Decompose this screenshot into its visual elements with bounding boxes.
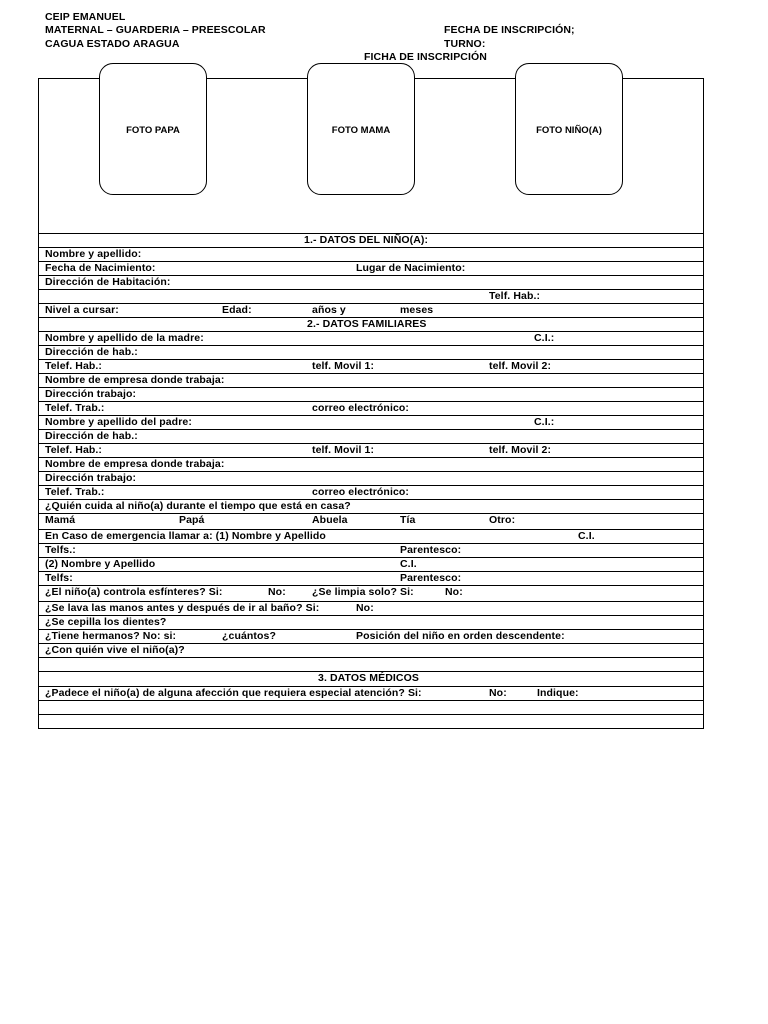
form-row <box>0 304 768 318</box>
field-label: Posición del niño en orden descendente: <box>356 630 565 642</box>
form-row <box>0 500 768 514</box>
field-label: telf. Movil 1: <box>312 360 375 372</box>
form-row <box>0 290 768 304</box>
form-row <box>0 544 768 558</box>
field-label: Tía <box>400 514 416 526</box>
field-label: Otro: <box>489 514 516 526</box>
form-row <box>0 472 768 486</box>
father-photo-box <box>99 63 207 195</box>
field-label: Telef. Trab.: <box>45 486 105 498</box>
field-label: Telef. Hab.: <box>45 444 103 456</box>
form-row <box>0 388 768 402</box>
form-row <box>0 276 768 290</box>
field-label: (2) Nombre y Apellido <box>45 558 156 570</box>
field-label: Nombre de empresa donde trabaja: <box>45 458 225 470</box>
form-row <box>0 360 768 374</box>
field-label: Papá <box>179 514 205 526</box>
form-row <box>0 687 768 701</box>
form-row <box>0 514 768 528</box>
field-label: 2.- DATOS FAMILIARES <box>307 318 427 330</box>
field-label: Nombre y apellido: <box>45 248 142 260</box>
field-label: ¿Tiene hermanos? No: si: <box>45 630 177 642</box>
form-row <box>0 616 768 630</box>
form-row <box>0 586 768 600</box>
form-row <box>0 602 768 616</box>
field-label: Nombre y apellido de la madre: <box>45 332 204 344</box>
father-photo-label: FOTO PAPA <box>126 125 180 136</box>
field-label: Nombre de empresa donde trabaja: <box>45 374 225 386</box>
field-label: telf. Movil 2: <box>489 360 552 372</box>
shift-label: TURNO: <box>444 38 486 50</box>
form-row <box>0 630 768 644</box>
field-label: Edad: <box>222 304 252 316</box>
form-row <box>0 572 768 586</box>
form-row <box>0 402 768 416</box>
inscription-date-label: FECHA DE INSCRIPCIÓN; <box>444 24 575 36</box>
field-label: ¿Se limpia solo? Si: <box>312 586 414 598</box>
field-label: Telfs: <box>45 572 73 584</box>
school-name: CEIP EMANUEL <box>45 11 126 23</box>
field-label: Telf. Hab.: <box>489 290 541 302</box>
field-label: ¿cuántos? <box>222 630 276 642</box>
field-label: C.I. <box>400 558 417 570</box>
field-label: No: <box>356 602 374 614</box>
field-label: Telef. Trab.: <box>45 402 105 414</box>
child-photo-label: FOTO NIÑO(A) <box>536 125 602 136</box>
field-label: telf. Movil 2: <box>489 444 552 456</box>
field-label: Fecha de Nacimiento: <box>45 262 156 274</box>
field-label: C.I. <box>578 530 595 542</box>
school-levels: MATERNAL – GUARDERIA – PREESCOLAR <box>45 24 266 36</box>
form-row <box>0 416 768 430</box>
field-label: Telfs.: <box>45 544 76 556</box>
field-label: años y <box>312 304 346 316</box>
field-label: No: <box>445 586 463 598</box>
form-row <box>0 234 768 248</box>
form-row <box>0 444 768 458</box>
form-row <box>0 530 768 544</box>
field-label: En Caso de emergencia llamar a: (1) Nombre y Apellido <box>45 530 326 542</box>
form-row <box>0 672 768 686</box>
mother-photo-box <box>307 63 415 195</box>
field-label: Nombre y apellido del padre: <box>45 416 192 428</box>
field-label: 1.- DATOS DEL NIÑO(A): <box>304 234 429 246</box>
field-label: Telef. Hab.: <box>45 360 103 372</box>
field-label: C.I.: <box>534 332 555 344</box>
field-label: correo electrónico: <box>312 486 410 498</box>
field-label: ¿Padece el niño(a) de alguna afección que requiera especial atención? Si: <box>45 687 422 699</box>
field-label: Parentesco: <box>400 544 462 556</box>
mother-photo-label: FOTO MAMA <box>331 125 391 136</box>
field-label: No: <box>489 687 507 699</box>
form-row <box>0 248 768 262</box>
form-title: FICHA DE INSCRIPCIÓN <box>364 51 487 63</box>
field-label: 3. DATOS MÉDICOS <box>318 672 419 684</box>
form-row <box>0 262 768 276</box>
child-photo-box <box>515 63 623 195</box>
field-label: ¿Quién cuida al niño(a) durante el tiempo que está en casa? <box>45 500 351 512</box>
field-label: Mamá <box>45 514 76 526</box>
field-label: correo electrónico: <box>312 402 410 414</box>
row-divider <box>38 714 704 715</box>
field-label: C.I.: <box>534 416 555 428</box>
field-label: Indique: <box>537 687 579 699</box>
field-label: meses <box>400 304 434 316</box>
field-label: ¿El niño(a) controla esfínteres? Si: <box>45 586 223 598</box>
form-row <box>0 346 768 360</box>
form-row <box>0 486 768 500</box>
field-label: Dirección trabajo: <box>45 472 137 484</box>
form-row <box>0 644 768 658</box>
form-row <box>0 458 768 472</box>
field-label: Nivel a cursar: <box>45 304 119 316</box>
form-row <box>0 332 768 346</box>
field-label: Dirección de hab.: <box>45 430 138 442</box>
school-location: CAGUA ESTADO ARAGUA <box>45 38 180 50</box>
field-label: ¿Se lava las manos antes y después de ir al baño? Si: <box>45 602 320 614</box>
field-label: ¿Se cepilla los dientes? <box>45 616 167 628</box>
field-label: No: <box>268 586 286 598</box>
field-label: Parentesco: <box>400 572 462 584</box>
field-label: Dirección de Habitación: <box>45 276 171 288</box>
field-label: Lugar de Nacimiento: <box>356 262 466 274</box>
form-row <box>0 318 768 332</box>
field-label: telf. Movil 1: <box>312 444 375 456</box>
field-label: Dirección de hab.: <box>45 346 138 358</box>
form-row <box>0 430 768 444</box>
form-row <box>0 558 768 572</box>
field-label: Abuela <box>312 514 348 526</box>
field-label: ¿Con quién vive el niño(a)? <box>45 644 185 656</box>
form-row <box>0 374 768 388</box>
field-label: Dirección trabajo: <box>45 388 137 400</box>
